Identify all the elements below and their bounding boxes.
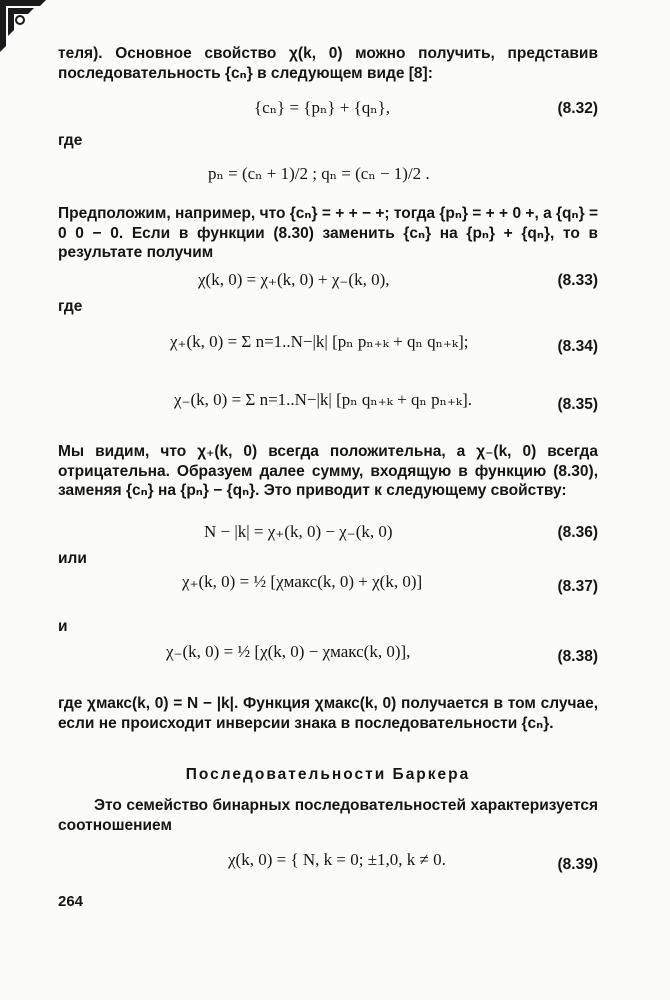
equation-body: χ₊(k, 0) = ½ [χмакс(k, 0) + χ(k, 0)]	[182, 572, 423, 591]
equation-number: (8.32)	[557, 100, 598, 117]
equation-8-39	[58, 838, 598, 894]
word-gde: где	[58, 132, 83, 149]
equation-number: (8.35)	[557, 396, 598, 413]
equation-body: χ(k, 0) = { N, k = 0; ±1,0, k ≠ 0.	[228, 850, 446, 869]
equation-body: χ₋(k, 0) = ½ [χ(k, 0) − χмакс(k, 0)],	[166, 642, 411, 661]
word-i: и	[58, 618, 68, 635]
equation-8-38	[58, 630, 598, 686]
equation-8-37	[58, 560, 598, 616]
equation-8-36	[58, 518, 598, 552]
equation-number: (8.38)	[557, 648, 598, 665]
equation-body: N − |k| = χ₊(k, 0) − χ₋(k, 0)	[204, 522, 393, 541]
equation-body: χ₋(k, 0) = Σ n=1..N−|k| [pₙ qₙ₊ₖ + qₙ pₙ₊ₖ].	[174, 390, 473, 409]
equation-8-35	[58, 378, 598, 434]
equation-body: {cₙ} = {pₙ} + {qₙ},	[254, 98, 390, 117]
word-ili: или	[58, 550, 87, 567]
paragraph-2: Предположим, например, что {cₙ} = + + − +; тогда {pₙ} = + + 0 +, а {qₙ} = 0 0 − 0. Если в функции (8.30) заменить {cₙ} на {pₙ} + {qₙ}, то в результате получим	[58, 205, 598, 261]
equation-number: (8.33)	[557, 272, 598, 289]
section-heading: Последовательности Баркера	[185, 766, 471, 783]
equation-8-33	[58, 266, 598, 300]
equation-8-32	[58, 94, 598, 128]
equation-8-34	[58, 320, 598, 376]
equation-body: χ(k, 0) = χ₊(k, 0) + χ₋(k, 0),	[198, 270, 390, 289]
page-number: 264	[58, 893, 84, 910]
equation-p-q	[58, 152, 598, 208]
equation-body: pₙ = (cₙ + 1)/2 ; qₙ = (cₙ − 1)/2 .	[208, 164, 430, 183]
paragraph-1: теля). Основное свойство χ(k, 0) можно получить, представив последовательность {cₙ} в следующем виде [8]:	[58, 45, 598, 82]
equation-number: (8.36)	[557, 524, 598, 541]
equation-number: (8.37)	[557, 578, 598, 595]
paragraph-5: Это семейство бинарных последовательностей характеризуется соотношением	[58, 797, 598, 834]
word-gde: где	[58, 298, 83, 315]
equation-number: (8.39)	[557, 856, 598, 873]
corner-ornament	[0, 0, 48, 52]
equation-body: χ₊(k, 0) = Σ n=1..N−|k| [pₙ pₙ₊ₖ + qₙ qₙ₊ₖ];	[170, 332, 469, 351]
paragraph-3: Мы видим, что χ₊(k, 0) всегда положительна, а χ₋(k, 0) всегда отрицательна. Образуем далее сумму, входящую в функцию (8.30), заменяя {cₙ} на {pₙ} − {qₙ}. Это приводит к следующему свойству:	[58, 443, 598, 499]
paragraph-4: где χмакс(k, 0) = N − |k|. Функция χмакс(k, 0) получается в том случае, если не происходит инверсии знака в последовательности {cₙ}.	[58, 695, 598, 732]
equation-number: (8.34)	[557, 338, 598, 355]
